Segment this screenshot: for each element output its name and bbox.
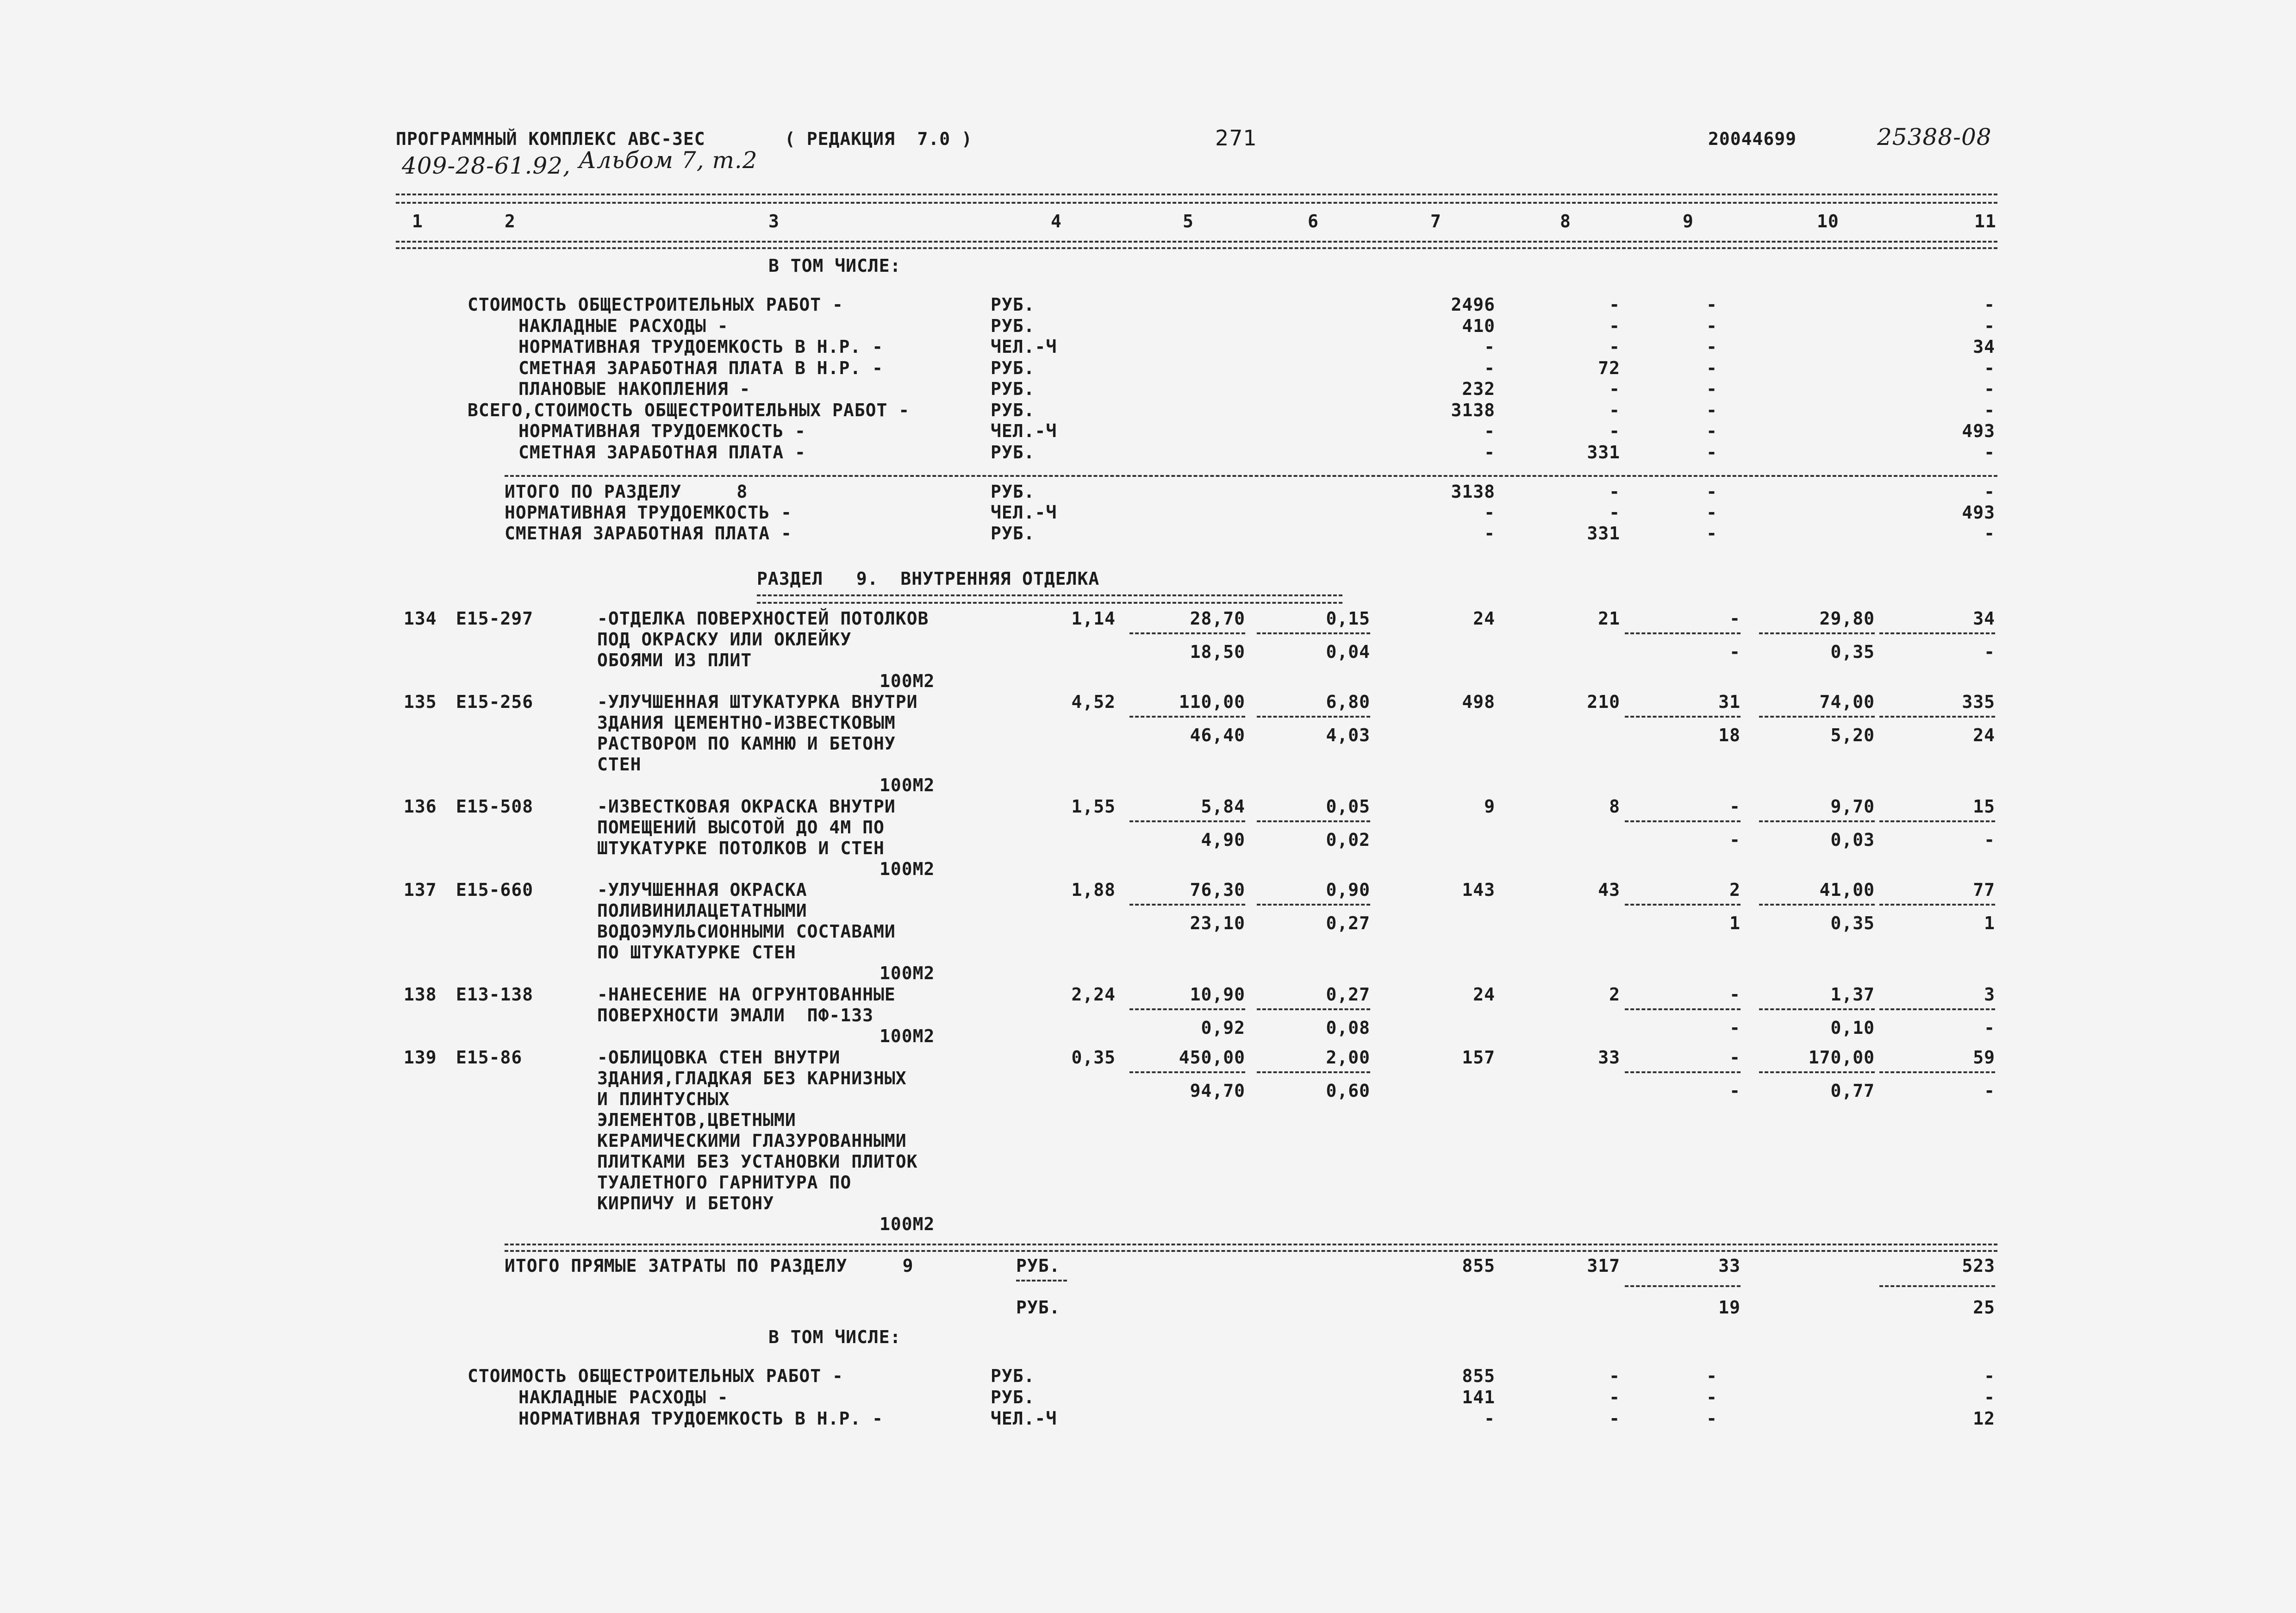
summary-c8: -	[1609, 1366, 1620, 1386]
item-description-line: ТУАЛЕТНОГО ГАРНИТУРА ПО	[597, 1172, 852, 1193]
summary-c8: -	[1609, 315, 1620, 336]
summary-c9: -	[1706, 481, 1717, 502]
item-total-labor: 3	[1984, 984, 1995, 1005]
item-code: Е15-256	[456, 692, 534, 712]
item-machine-wage: -	[1729, 1018, 1741, 1038]
item-total-wage: 2	[1609, 984, 1620, 1005]
item-machinist-norm: 0,10	[1830, 1018, 1875, 1038]
column-number-4: 4	[1051, 211, 1062, 231]
item-c10-rule	[1759, 904, 1875, 906]
section8-total-rule	[505, 475, 1997, 477]
item-machine-cost: 31	[1718, 692, 1741, 712]
handwritten-album: Альбом 7, т.2	[579, 147, 758, 174]
item-c5-rule	[1129, 716, 1245, 718]
section9-total-unit: РУБ.	[1016, 1256, 1061, 1276]
summary-c8: 331	[1587, 523, 1620, 544]
item-quantity: 0,35	[1071, 1047, 1116, 1068]
item-total-cost: 498	[1462, 692, 1495, 712]
summary-unit: ЧЕЛ.-Ч	[991, 1408, 1057, 1429]
summary-c11: -	[1984, 442, 1995, 463]
section9-total-unit-rule	[1016, 1280, 1067, 1282]
summary-c9: -	[1706, 357, 1717, 378]
summary-c9: -	[1706, 337, 1717, 357]
item-unit-cost: 76,30	[1190, 880, 1245, 900]
item-labor-wage: 0,02	[1326, 830, 1370, 850]
stamp-number: 25388-08	[1877, 124, 1992, 150]
item-unit-wage: 94,70	[1190, 1081, 1245, 1101]
section9-title-underline	[757, 594, 1342, 604]
item-number: 136	[404, 796, 437, 817]
summary-unit: РУБ.	[991, 481, 1035, 502]
summary-c8: -	[1609, 379, 1620, 399]
item-c6-rule	[1257, 716, 1370, 718]
item-c11-rule	[1879, 632, 1995, 634]
item-machine-wage: -	[1729, 642, 1741, 662]
item-number: 139	[404, 1047, 437, 1068]
item-description-line: ПЛИТКАМИ БЕЗ УСТАНОВКИ ПЛИТОК	[597, 1151, 918, 1172]
item-description-line: -УЛУЧШЕННАЯ ОКРАСКА	[597, 880, 807, 900]
section9-title: РАЗДЕЛ 9. ВНУТРЕННЯЯ ОТДЕЛКА	[757, 569, 1100, 589]
item-total-machinist: -	[1984, 642, 1995, 662]
item-c10-rule	[1759, 716, 1875, 718]
item-machine-wage: -	[1729, 1081, 1741, 1101]
summary-unit: РУБ.	[991, 400, 1035, 420]
summary-unit: РУБ.	[991, 523, 1035, 544]
item-c6-rule	[1257, 1071, 1370, 1073]
item-total-wage: 33	[1598, 1047, 1620, 1068]
item-labor-cost: 0,27	[1326, 984, 1370, 1005]
item-quantity: 2,24	[1071, 984, 1116, 1005]
summary-unit: РУБ.	[991, 357, 1035, 378]
item-code: Е13-138	[456, 984, 534, 1005]
item-unit-wage: 46,40	[1190, 725, 1245, 745]
item-machine-wage: -	[1729, 830, 1741, 850]
section9-total-rule-2	[505, 1250, 1997, 1252]
item-machinist-norm: 0,77	[1830, 1081, 1875, 1101]
item-c11-rule	[1879, 1008, 1995, 1010]
summary-label: СМЕТНАЯ ЗАРАБОТНАЯ ПЛАТА -	[518, 442, 806, 463]
item-unit: 100М2	[880, 1026, 935, 1046]
item-total-machinist: -	[1984, 1081, 1995, 1101]
summary-c8: 72	[1598, 357, 1620, 378]
item-description-line: -НАНЕСЕНИЕ НА ОГРУНТОВАННЫЕ	[597, 984, 896, 1005]
item-labor-cost: 6,80	[1326, 692, 1370, 712]
item-c10-rule	[1759, 1071, 1875, 1073]
item-c5-rule	[1129, 904, 1245, 906]
summary-label: НАКЛАДНЫЕ РАСХОДЫ -	[518, 1387, 729, 1407]
item-c9-rule	[1625, 820, 1741, 822]
item-labor-wage: 0,08	[1326, 1018, 1370, 1038]
item-labor-cost: 0,90	[1326, 880, 1370, 900]
section9-total-c11b: 25	[1973, 1297, 1995, 1318]
item-quantity: 4,52	[1071, 692, 1116, 712]
item-total-wage: 21	[1598, 608, 1620, 629]
item-total-cost: 9	[1484, 796, 1495, 817]
summary-c11: 12	[1973, 1408, 1995, 1429]
item-labor-norm: 1,37	[1830, 984, 1875, 1005]
item-c9-rule	[1625, 632, 1741, 634]
item-machine-wage: 18	[1718, 725, 1741, 745]
item-machine-cost: -	[1729, 984, 1741, 1005]
item-description-line: ЗДАНИЯ,ГЛАДКАЯ БЕЗ КАРНИЗНЫХ	[597, 1068, 907, 1088]
summary-c7: 3138	[1451, 481, 1495, 502]
item-description-line: -ОБЛИЦОВКА СТЕН ВНУТРИ	[597, 1047, 841, 1068]
summary-c8: -	[1609, 1408, 1620, 1429]
item-c11-rule	[1879, 820, 1995, 822]
column-number-1: 1	[412, 211, 423, 231]
item-c5-rule	[1129, 1008, 1245, 1010]
item-code: Е15-660	[456, 880, 534, 900]
item-unit: 100М2	[880, 1214, 935, 1234]
item-unit: 100М2	[880, 859, 935, 879]
item-c11-rule	[1879, 1071, 1995, 1073]
item-description-line: КИРПИЧУ И БЕТОНУ	[597, 1193, 774, 1213]
item-number: 137	[404, 880, 437, 900]
summary-unit: РУБ.	[991, 315, 1035, 336]
summary-c11: -	[1984, 294, 1995, 315]
summary-c11: -	[1984, 357, 1995, 378]
item-total-machinist: 24	[1973, 725, 1995, 745]
item-total-machinist: 1	[1984, 913, 1995, 933]
summary-c8: -	[1609, 337, 1620, 357]
section9-total-c9b: 19	[1718, 1297, 1741, 1318]
section9-total-c7: 855	[1462, 1256, 1495, 1276]
item-code: Е15-297	[456, 608, 534, 629]
summary-label: СМЕТНАЯ ЗАРАБОТНАЯ ПЛАТА В Н.Р. -	[518, 357, 883, 378]
item-total-cost: 24	[1473, 984, 1495, 1005]
summary-c11: -	[1984, 1387, 1995, 1407]
item-description-line: ПОМЕЩЕНИЙ ВЫСОТОЙ ДО 4М ПО	[597, 817, 885, 838]
section9-total-c9-rule	[1625, 1285, 1741, 1287]
summary-unit: ЧЕЛ.-Ч	[991, 337, 1057, 357]
column-number-9: 9	[1683, 211, 1694, 231]
summary-c11: -	[1984, 481, 1995, 502]
item-c9-rule	[1625, 1008, 1741, 1010]
summary-label: ИТОГО ПО РАЗДЕЛУ 8	[505, 481, 748, 502]
summary-c8: -	[1609, 400, 1620, 420]
summary-c7: -	[1484, 357, 1495, 378]
including-label-bottom: В ТОМ ЧИСЛЕ:	[768, 1327, 901, 1347]
summary-c7: 855	[1462, 1366, 1495, 1386]
summary-c7: -	[1484, 421, 1495, 441]
item-description-line: ПОВЕРХНОСТИ ЭМАЛИ ПФ-133	[597, 1005, 873, 1025]
item-number: 138	[404, 984, 437, 1005]
item-labor-norm: 74,00	[1819, 692, 1875, 712]
header-top-rule-2	[396, 202, 1997, 204]
item-c10-rule	[1759, 820, 1875, 822]
item-unit-cost: 10,90	[1190, 984, 1245, 1005]
item-total-labor: 15	[1973, 796, 1995, 817]
summary-label: НОРМАТИВНАЯ ТРУДОЕМКОСТЬ В Н.Р. -	[518, 337, 883, 357]
summary-label: НОРМАТИВНАЯ ТРУДОЕМКОСТЬ -	[505, 502, 792, 523]
summary-label: СТОИМОСТЬ ОБЩЕСТРОИТЕЛЬНЫХ РАБОТ -	[468, 1366, 843, 1386]
header-top-rule	[396, 194, 1997, 195]
item-number: 134	[404, 608, 437, 629]
summary-c7: -	[1484, 442, 1495, 463]
item-description-line: ПОД ОКРАСКУ ИЛИ ОКЛЕЙКУ	[597, 629, 852, 650]
item-total-labor: 59	[1973, 1047, 1995, 1068]
item-labor-wage: 0,60	[1326, 1081, 1370, 1101]
item-description-line: -ИЗВЕСТКОВАЯ ОКРАСКА ВНУТРИ	[597, 796, 896, 817]
summary-c11: -	[1984, 315, 1995, 336]
item-unit-wage: 23,10	[1190, 913, 1245, 933]
item-c6-rule	[1257, 1008, 1370, 1010]
summary-c7: -	[1484, 337, 1495, 357]
item-unit: 100М2	[880, 775, 935, 795]
summary-c8: -	[1609, 1387, 1620, 1407]
summary-c8: -	[1609, 502, 1620, 523]
summary-label: СМЕТНАЯ ЗАРАБОТНАЯ ПЛАТА -	[505, 523, 792, 544]
item-c5-rule	[1129, 820, 1245, 822]
item-code: Е15-86	[456, 1047, 523, 1068]
item-total-machinist: -	[1984, 830, 1995, 850]
item-c11-rule	[1879, 716, 1995, 718]
item-description-line: -ОТДЕЛКА ПОВЕРХНОСТЕЙ ПОТОЛКОВ	[597, 608, 929, 629]
item-machine-wage: 1	[1729, 913, 1741, 933]
column-number-5: 5	[1183, 211, 1194, 231]
item-unit-cost: 28,70	[1190, 608, 1245, 629]
item-description-line: ЭЛЕМЕНТОВ,ЦВЕТНЫМИ	[597, 1110, 796, 1130]
summary-c9: -	[1706, 523, 1717, 544]
item-machine-cost: 2	[1729, 880, 1741, 900]
item-quantity: 1,14	[1071, 608, 1116, 629]
item-total-wage: 8	[1609, 796, 1620, 817]
summary-c9: -	[1706, 1366, 1717, 1386]
item-description-line: РАСТВОРОМ ПО КАМНЮ И БЕТОНУ	[597, 733, 896, 754]
item-quantity: 1,88	[1071, 880, 1116, 900]
header-bottom-rule	[396, 241, 1997, 243]
section9-total-c9a: 33	[1718, 1256, 1741, 1276]
section9-total-c11a: 523	[1962, 1256, 1995, 1276]
summary-label: НОРМАТИВНАЯ ТРУДОЕМКОСТЬ -	[518, 421, 806, 441]
item-unit: 100М2	[880, 963, 935, 983]
item-labor-norm: 170,00	[1808, 1047, 1875, 1068]
item-unit-cost: 5,84	[1201, 796, 1245, 817]
summary-unit: ЧЕЛ.-Ч	[991, 421, 1057, 441]
item-machinist-norm: 0,35	[1830, 913, 1875, 933]
summary-c7: 3138	[1451, 400, 1495, 420]
item-unit-wage: 0,92	[1201, 1018, 1245, 1038]
summary-c7: 141	[1462, 1387, 1495, 1407]
summary-unit: РУБ.	[991, 1366, 1035, 1386]
item-description-line: -УЛУЧШЕННАЯ ШТУКАТУРКА ВНУТРИ	[597, 692, 918, 712]
column-number-11: 11	[1974, 211, 1997, 231]
item-total-labor: 335	[1962, 692, 1995, 712]
summary-c8: -	[1609, 421, 1620, 441]
item-description-line: ВОДОЭМУЛЬСИОННЫМИ СОСТАВАМИ	[597, 921, 896, 942]
summary-label: НАКЛАДНЫЕ РАСХОДЫ -	[518, 315, 729, 336]
summary-c11: 34	[1973, 337, 1995, 357]
item-description-line: СТЕН	[597, 754, 642, 775]
item-c5-rule	[1129, 632, 1245, 634]
summary-unit: РУБ.	[991, 1387, 1035, 1407]
section9-total-rule	[505, 1244, 1997, 1245]
summary-c8: -	[1609, 294, 1620, 315]
item-description-line: И ПЛИНТУСНЫХ	[597, 1089, 730, 1109]
section9-total-c8: 317	[1587, 1256, 1620, 1276]
item-labor-wage: 0,27	[1326, 913, 1370, 933]
summary-c8: 331	[1587, 442, 1620, 463]
item-total-machinist: -	[1984, 1018, 1995, 1038]
item-number: 135	[404, 692, 437, 712]
column-number-7: 7	[1430, 211, 1441, 231]
item-labor-cost: 2,00	[1326, 1047, 1370, 1068]
summary-c9: -	[1706, 379, 1717, 399]
item-labor-wage: 0,04	[1326, 642, 1370, 662]
summary-c11: -	[1984, 523, 1995, 544]
summary-label: НОРМАТИВНАЯ ТРУДОЕМКОСТЬ В Н.Р. -	[518, 1408, 883, 1429]
item-labor-norm: 41,00	[1819, 880, 1875, 900]
summary-c9: -	[1706, 442, 1717, 463]
item-description-line: ПОЛИВИНИЛАЦЕТАТНЫМИ	[597, 900, 807, 921]
item-unit-wage: 4,90	[1201, 830, 1245, 850]
page-number: 271	[1215, 125, 1257, 150]
section9-total-unit-2: РУБ.	[1016, 1297, 1061, 1318]
item-description-line: ПО ШТУКАТУРКЕ СТЕН	[597, 942, 796, 963]
summary-c9: -	[1706, 421, 1717, 441]
summary-c7: 2496	[1451, 294, 1495, 315]
summary-label: СТОИМОСТЬ ОБЩЕСТРОИТЕЛЬНЫХ РАБОТ -	[468, 294, 843, 315]
item-total-labor: 34	[1973, 608, 1995, 629]
item-quantity: 1,55	[1071, 796, 1116, 817]
item-c10-rule	[1759, 1008, 1875, 1010]
column-number-2: 2	[505, 211, 516, 231]
summary-unit: РУБ.	[991, 442, 1035, 463]
item-total-cost: 157	[1462, 1047, 1495, 1068]
summary-c9: -	[1706, 1387, 1717, 1407]
summary-c7: -	[1484, 1408, 1495, 1429]
column-number-10: 10	[1817, 211, 1839, 231]
item-unit-wage: 18,50	[1190, 642, 1245, 662]
summary-c11: 493	[1962, 421, 1995, 441]
summary-c11: -	[1984, 1366, 1995, 1386]
summary-c7: 410	[1462, 315, 1495, 336]
summary-c7: -	[1484, 502, 1495, 523]
item-c10-rule	[1759, 632, 1875, 634]
item-c5-rule	[1129, 1071, 1245, 1073]
summary-c7: 232	[1462, 379, 1495, 399]
column-number-3: 3	[768, 211, 780, 231]
item-labor-norm: 29,80	[1819, 608, 1875, 629]
item-total-wage: 43	[1598, 880, 1620, 900]
item-description-line: ОБОЯМИ ИЗ ПЛИТ	[597, 650, 752, 670]
column-number-6: 6	[1308, 211, 1319, 231]
doc-code: 20044699	[1708, 129, 1797, 149]
item-c9-rule	[1625, 1071, 1741, 1073]
item-description-line: ШТУКАТУРКЕ ПОТОЛКОВ И СТЕН	[597, 838, 885, 858]
summary-c11: 493	[1962, 502, 1995, 523]
item-machine-cost: -	[1729, 796, 1741, 817]
item-c6-rule	[1257, 820, 1370, 822]
section9-total-label: ИТОГО ПРЯМЫЕ ЗАТРАТЫ ПО РАЗДЕЛУ 9	[505, 1256, 914, 1276]
item-description-line: КЕРАМИЧЕСКИМИ ГЛАЗУРОВАННЫМИ	[597, 1131, 907, 1151]
item-machinist-norm: 0,03	[1830, 830, 1875, 850]
item-c11-rule	[1879, 904, 1995, 906]
item-labor-cost: 0,15	[1326, 608, 1370, 629]
item-labor-norm: 9,70	[1830, 796, 1875, 817]
item-total-wage: 210	[1587, 692, 1620, 712]
summary-label: ВСЕГО,СТОИМОСТЬ ОБЩЕСТРОИТЕЛЬНЫХ РАБОТ -	[468, 400, 910, 420]
summary-unit: ЧЕЛ.-Ч	[991, 502, 1057, 523]
item-description-line: ЗДАНИЯ ЦЕМЕНТНО-ИЗВЕСТКОВЫМ	[597, 713, 896, 733]
section9-total-c11-rule	[1879, 1285, 1995, 1287]
summary-c7: -	[1484, 523, 1495, 544]
item-machine-cost: -	[1729, 1047, 1741, 1068]
item-unit-cost: 450,00	[1179, 1047, 1245, 1068]
item-c6-rule	[1257, 632, 1370, 634]
item-unit-cost: 110,00	[1179, 692, 1245, 712]
summary-c11: -	[1984, 400, 1995, 420]
item-total-cost: 143	[1462, 880, 1495, 900]
summary-c9: -	[1706, 400, 1717, 420]
item-c9-rule	[1625, 716, 1741, 718]
item-unit: 100М2	[880, 671, 935, 691]
summary-unit: РУБ.	[991, 379, 1035, 399]
item-c9-rule	[1625, 904, 1741, 906]
program-edition: ( РЕДАКЦИЯ 7.0 )	[785, 129, 973, 149]
program-name: ПРОГРАММНЫЙ КОМПЛЕКС АВС-ЗЕС	[396, 129, 705, 149]
summary-unit: РУБ.	[991, 294, 1035, 315]
summary-label: ПЛАНОВЫЕ НАКОПЛЕНИЯ -	[518, 379, 751, 399]
item-machine-cost: -	[1729, 608, 1741, 629]
summary-c9: -	[1706, 294, 1717, 315]
item-labor-wage: 4,03	[1326, 725, 1370, 745]
summary-c9: -	[1706, 502, 1717, 523]
handwritten-project-code: 409-28-61.92,	[402, 152, 571, 179]
including-label-top: В ТОМ ЧИСЛЕ:	[768, 256, 901, 276]
item-total-cost: 24	[1473, 608, 1495, 629]
header-bottom-rule-2	[396, 247, 1997, 249]
summary-c11: -	[1984, 379, 1995, 399]
item-total-labor: 77	[1973, 880, 1995, 900]
item-c6-rule	[1257, 904, 1370, 906]
item-machinist-norm: 5,20	[1830, 725, 1875, 745]
summary-c9: -	[1706, 1408, 1717, 1429]
summary-c9: -	[1706, 315, 1717, 336]
summary-c8: -	[1609, 481, 1620, 502]
column-number-8: 8	[1560, 211, 1571, 231]
item-code: Е15-508	[456, 796, 534, 817]
item-machinist-norm: 0,35	[1830, 642, 1875, 662]
item-labor-cost: 0,05	[1326, 796, 1370, 817]
